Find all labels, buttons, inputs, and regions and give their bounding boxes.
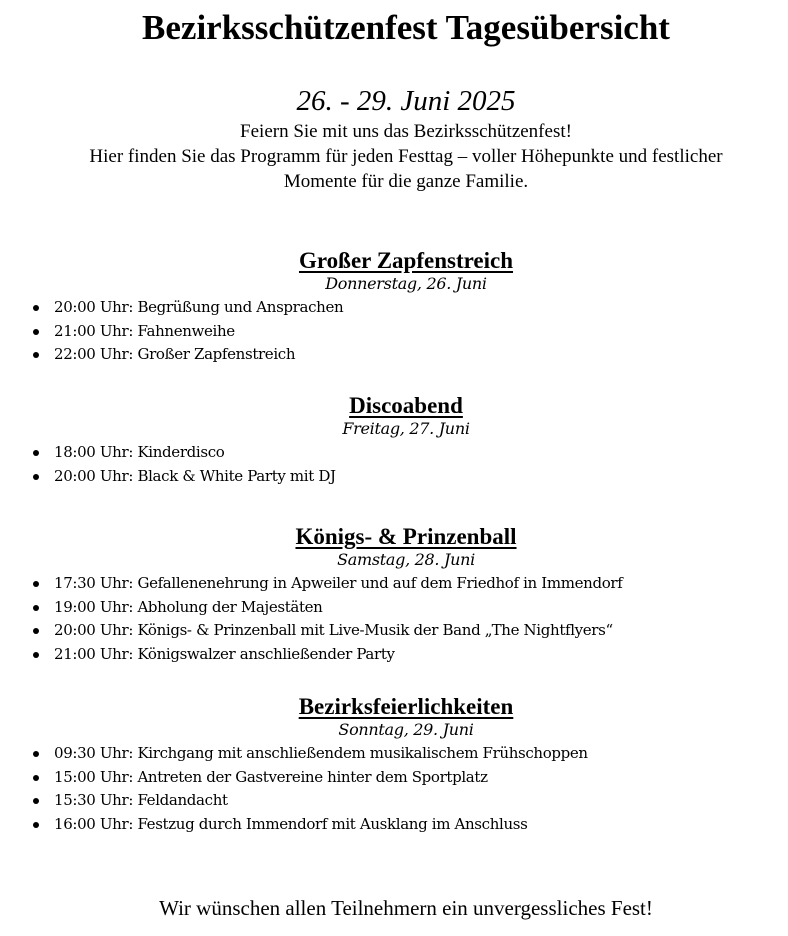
schedule-item: [0, 343, 788, 367]
bullet-icon: [33, 628, 39, 634]
section-date: Freitag, 27. Juni: [342, 419, 470, 438]
schedule-item: [0, 766, 788, 790]
intro-line: Momente für die ganze Familie.: [283, 171, 529, 192]
schedule-item-text: 20:00 Uhr: Königs- & Prinzenball mit Live-Musik der Band „The Nightflyers“: [54, 621, 613, 639]
intro-line: Feiern Sie mit uns das Bezirksschützenfest!: [240, 121, 572, 142]
schedule-item: [0, 813, 788, 837]
section-koenigs-prinzenball: [0, 524, 788, 666]
schedule-item-text: 17:30 Uhr: Gefallenenehrung in Apweiler und auf dem Friedhof in Immendorf: [54, 574, 623, 592]
schedule-item: [0, 596, 788, 620]
bullet-icon: [33, 305, 39, 311]
bullet-icon: [33, 581, 39, 587]
schedule-list: [0, 742, 788, 836]
section-title: Großer Zapfenstreich: [298, 248, 514, 273]
schedule-item: [0, 465, 788, 489]
schedule-item: [0, 296, 788, 320]
bullet-icon: [33, 751, 39, 757]
schedule-item-text: 21:00 Uhr: Fahnenweihe: [54, 321, 235, 340]
schedule-list: [0, 441, 788, 488]
event-dates: 26. - 29. Juni 2025: [296, 85, 516, 117]
page-title: Bezirksschützenfest Tagesübersicht: [142, 8, 670, 47]
schedule-item-text: 16:00 Uhr: Festzug durch Immendorf mit Ausklang im Anschluss: [54, 814, 528, 833]
schedule-item-text: 18:00 Uhr: Kinderdisco: [54, 443, 225, 461]
section-date: Sonntag, 29. Juni: [338, 720, 474, 739]
schedule-item-text: 15:00 Uhr: Antreten der Gastvereine hinter dem Sportplatz: [54, 767, 488, 786]
section-title: Discoabend: [349, 393, 463, 418]
section-date: Donnerstag, 26. Juni: [325, 274, 487, 293]
closing-message: Wir wünschen allen Teilnehmern ein unvergessliches Fest!: [159, 896, 653, 920]
section-date: Samstag, 28. Juni: [337, 550, 475, 569]
schedule-item-text: 15:30 Uhr: Feldandacht: [54, 791, 228, 809]
bullet-icon: [33, 775, 39, 781]
schedule-item: [0, 441, 788, 465]
schedule-item-text: 09:30 Uhr: Kirchgang mit anschließendem musikalischem Frühschoppen: [54, 744, 588, 762]
section-bezirksfeierlichkeiten: [0, 694, 788, 836]
schedule-item: [0, 619, 788, 643]
bullet-icon: [33, 605, 39, 611]
schedule-item-text: 19:00 Uhr: Abholung der Majestäten: [54, 597, 323, 616]
schedule-list: [0, 296, 788, 367]
section-title: Königs- & Prinzenball: [295, 524, 517, 549]
section-grosser-zapfenstreich: [0, 248, 788, 367]
bullet-icon: [33, 352, 39, 358]
schedule-item: [0, 572, 788, 596]
section-title: Bezirksfeierlichkeiten: [298, 694, 514, 719]
schedule-item-text: 20:00 Uhr: Black & White Party mit DJ: [54, 466, 336, 485]
intro-line: Hier finden Sie das Programm für jeden Festtag – voller Höhepunkte und festlicher: [89, 146, 723, 167]
bullet-icon: [33, 450, 39, 456]
intro-text: [0, 119, 788, 194]
schedule-item-text: 20:00 Uhr: Begrüßung und Ansprachen: [54, 298, 344, 316]
schedule-item: [0, 742, 788, 766]
section-discoabend: [0, 393, 788, 488]
schedule-item: [0, 643, 788, 667]
bullet-icon: [33, 652, 39, 658]
bullet-icon: [33, 329, 39, 335]
schedule-item-text: 21:00 Uhr: Königswalzer anschließender Party: [54, 644, 395, 663]
bullet-icon: [33, 822, 39, 828]
schedule-item: [0, 320, 788, 344]
schedule-list: [0, 572, 788, 666]
bullet-icon: [33, 474, 39, 480]
schedule-item: [0, 789, 788, 813]
schedule-item-text: 22:00 Uhr: Großer Zapfenstreich: [54, 345, 296, 363]
bullet-icon: [33, 798, 39, 804]
